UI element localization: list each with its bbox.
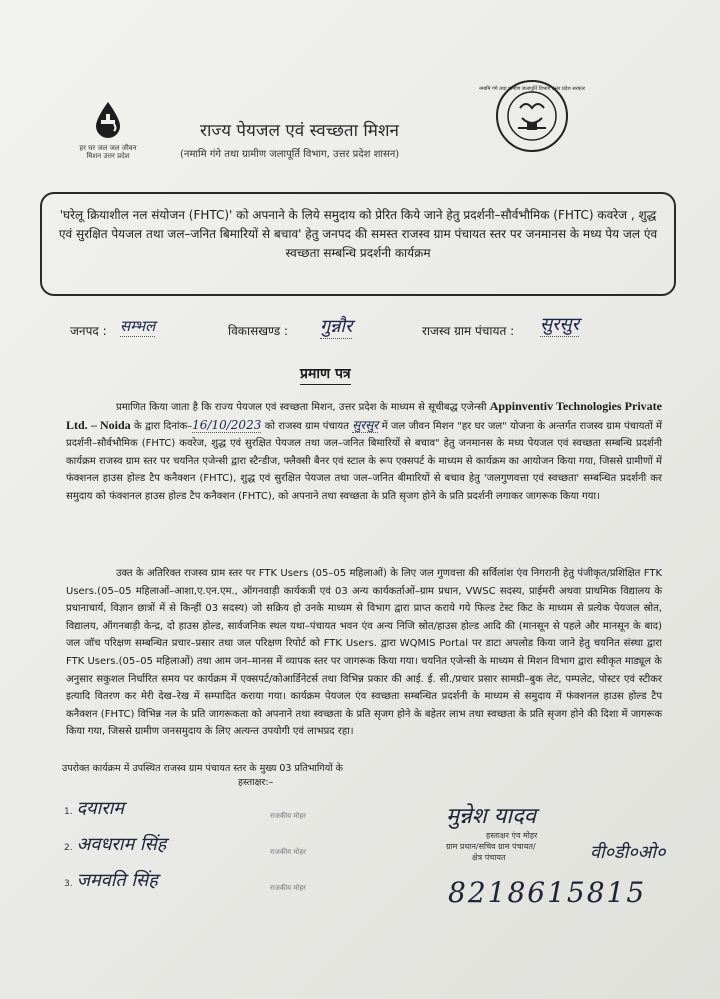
signature-number: 2.	[64, 843, 73, 853]
mission-title: राज्य पेयजल एवं स्वच्छता मिशन	[200, 121, 399, 141]
participant-signature-2	[64, 832, 166, 856]
participants-line-1: उपरोक्त कार्यक्रम में उपस्थित राजस्व ग्राम पंचायत स्तर के मुख्य 03 प्रतिभागियों के	[62, 763, 343, 774]
para1-intro: प्रमाणित किया जाता है कि राज्य पेयजल एवं स्वच्छता मिशन, उत्तर प्रदेश के माध्यम से सूचीबद्ध एजेन्सी	[116, 402, 487, 413]
agency-name: Appinventiv Technologies Private Ltd. – Noida	[66, 399, 662, 432]
seal-placeholder: राजकीय मोहर	[270, 884, 306, 892]
seal-text: नमामि गंगे तथा ग्रामीण जलापूर्ति विभाग उत्तर प्रदेश सरकार	[479, 86, 585, 92]
participant-signature-1	[64, 796, 124, 820]
water-drop-icon	[92, 100, 124, 140]
program-date: 16/10/2023	[192, 417, 262, 432]
district-label: जनपद :	[70, 324, 107, 338]
signature-caption: हस्ताक्षर एंव मोहर	[486, 831, 538, 840]
signatory-role-2: क्षेत्र पंचायत	[472, 853, 506, 862]
signature-name: अवधराम सिंह	[76, 834, 167, 855]
har-ghar-jal-logo	[78, 100, 138, 160]
logo-caption: हर घर जल जल जीवन मिशन उत्तर प्रदेश	[79, 144, 137, 160]
para1-panchayat-label: को राजस्व ग्राम पंचायत	[264, 420, 349, 432]
signatory-role: ग्राम प्रधान/सचिव ग्राम पंचायत/	[446, 842, 536, 851]
participant-signature-3	[64, 868, 158, 892]
panchayat-inline: सुरसुर	[352, 417, 379, 432]
signature-name: दयाराम	[76, 798, 125, 819]
participants-line-2: हस्ताक्षर:–	[238, 777, 274, 788]
para1-body: में जल जीवन मिशन "हर घर जल" योजना के अन्तर्गत राजस्व ग्राम पंचायतों में प्रदर्शनी–सौर्वभौमिक (FHTC) कवरेज, शुद्ध एवं सुरक्षित पेयजल तथा जल–जनित बिमारियों से बचाव" हेतु जनमानस के मध्य पेयजल एवं स्वच्छता सम्बन्धि प्रदर्शनी कार्यक्रम राजस्व ग्राम स्तर पर चयनित एजेन्सी द्वारा स्टैन्डीज, फ्लैक्सी बैनर एवं स्टाल के रूप एक्सपर्ट के माध्यम से कार्यक्रम का आयोजन किया गया, जिससे ग्रामीणों में फंक्शनल हाउस होल्ड टैप कनैक्शन (FHTC), शुद्ध एवं सुरक्षित पेयजल तथा जल–जनित बीमारियों से बचाव हेतु 'जलगुणवत्ता एवं स्वच्छता' सम्बन्धित प्रदर्शनी कर समुदाय को फंक्शनल हाउस होल्ड टैप कनैक्शन (FHTC), को अपनाने तथा स्वच्छता के प्रति सृजग होने के प्रति प्रदर्शनी लगाकर जागरूक किया गया।	[66, 420, 663, 502]
phone-number: 8218615815	[448, 876, 647, 909]
vdo-mark: वी०डी०ओ०	[590, 842, 666, 863]
paragraph-1	[66, 398, 662, 506]
banner-text: 'घरेलू क्रियाशील नल संयोजन (FHTC)' को अपनाने के लिये समुदाय को प्रेरित किये जाने हेतु प्रदर्शनी–सौर्वभौमिक (FHTC) कवरेज , शुद्ध एवं सुरक्षित पेयजल तथा जल–जनित बिमारियों से बचाव' हेतु जनपद की समस्त राजस्व ग्राम पंचायत स्तर पर जनमानस के मध्य पेय जल एंव स्वच्छता सम्बन्धि प्रदर्शनी कार्यक्रम	[58, 208, 658, 260]
block-label: विकासखण्ड :	[228, 324, 289, 338]
up-government-seal	[479, 78, 585, 154]
signature-number: 3.	[64, 879, 73, 889]
document-title: प्रमाण पत्र	[300, 364, 351, 385]
seal-placeholder: राजकीय मोहर	[270, 848, 306, 856]
block-value: गुन्नौर	[320, 316, 353, 337]
para1-date-label: के द्वारा दिनांक–	[134, 420, 193, 432]
panchayat-value: सुरसुर	[540, 314, 580, 335]
signature-number: 1.	[64, 807, 73, 817]
pradhan-signature: मुन्नेश यादव	[446, 804, 537, 829]
district-value: सम्भल	[120, 317, 156, 335]
participants-heading	[62, 762, 343, 790]
panchayat-label: राजस्व ग्राम पंचायत :	[422, 324, 515, 338]
department-subtitle: (नमामि गंगे तथा ग्रामीण जलापूर्ति विभाग, उत्तर प्रदेश शासन)	[180, 149, 400, 160]
seal-placeholder: राजकीय मोहर	[270, 812, 306, 820]
signature-name: जमवति सिंह	[76, 870, 158, 891]
paragraph-2: उक्त के अतिरिक्त राजस्व ग्राम स्तर पर FTK Users (05–05 महिलाओं) के लिए जल गुणवत्ता की सर्विलांश एंव निगरानी हेतु पंजीकृत/प्रशिक्षित FTK Users.(05–05 महिलाओं–आशा,ए.एन.एम., ऑगनवाड़ी कार्यकत्री एवं 03 अन्य कार्यकर्ताओं–ग्राम प्रधान, VWSC सदस्य, प्राईमरी अथवा प्राथमिक विद्यालय के प्रधानाचार्य, विज्ञान छात्रों में से किन्हीं 03 सदस्य) जो सक्रिय हो उनके माध्यम से विभाग द्वारा प्राप्त कराये गये फिल्ड टेस्ट किट के माध्यम से प्रत्येक पेयजल स्रोत, विद्यालय, ऑगनबाड़ी केन्द्र, दो हाउस होल्ड, सार्वजनिक स्थल यथा–पंचायत भवन एंव अन्य निजि स्रोत/हाउस होल्ड आदि की (मानसून से पहले और मानसून के बाद) जल जॉच परिक्षण सम्बन्धित प्रचार–प्रसार तथा जल परिक्षण रिपोर्ट को FTK Users. द्वारा WQMIS Portal पर डाटा अपलोड किया जाने हेतु चयनित संस्था द्वारा FTK Users.(05–05 महिलाओं) तथा आम जन–मानस में व्यापक स्तर पर जागरूक किया गया। चयनित एजेन्सी के माध्यम से मिशन विभाग द्वारा स्वीकृत माड्यूल के अनुसार सकुशल निर्धारित समय पर कार्यक्रम में एक्सपर्ट/कोआर्डिनेटर्स तथा विभिन्न प्रकार की आई. ई. सी./प्रचार प्रसार सामग्री–बुक लेट, पम्पलेट, पोस्टर एवं स्टीकर इत्यादि वितरण कर मेरी देख–रेख में सम्पादित कराया गया। कार्यक्रम पेयजल एंव स्वच्छता सम्बन्धित प्रदर्शनी के माध्यम से समुदाय में फंक्शनल हाउस होल्ड टैप कनैक्शन (FHTC) विभिन्न नल के प्रति जागरूकता को अपनाने तथा स्वच्छता के प्रति सृजग होने के बहेतर लाभ तथा स्वच्छता के प्रति सृजग होने की दिशा में जागरूक किया गया, जिससे ग्रामीण जनसमुदाय के लिए अत्यन्त उपयोगी एवं लाभप्रद रहा।	[66, 568, 662, 738]
program-banner	[40, 192, 676, 296]
